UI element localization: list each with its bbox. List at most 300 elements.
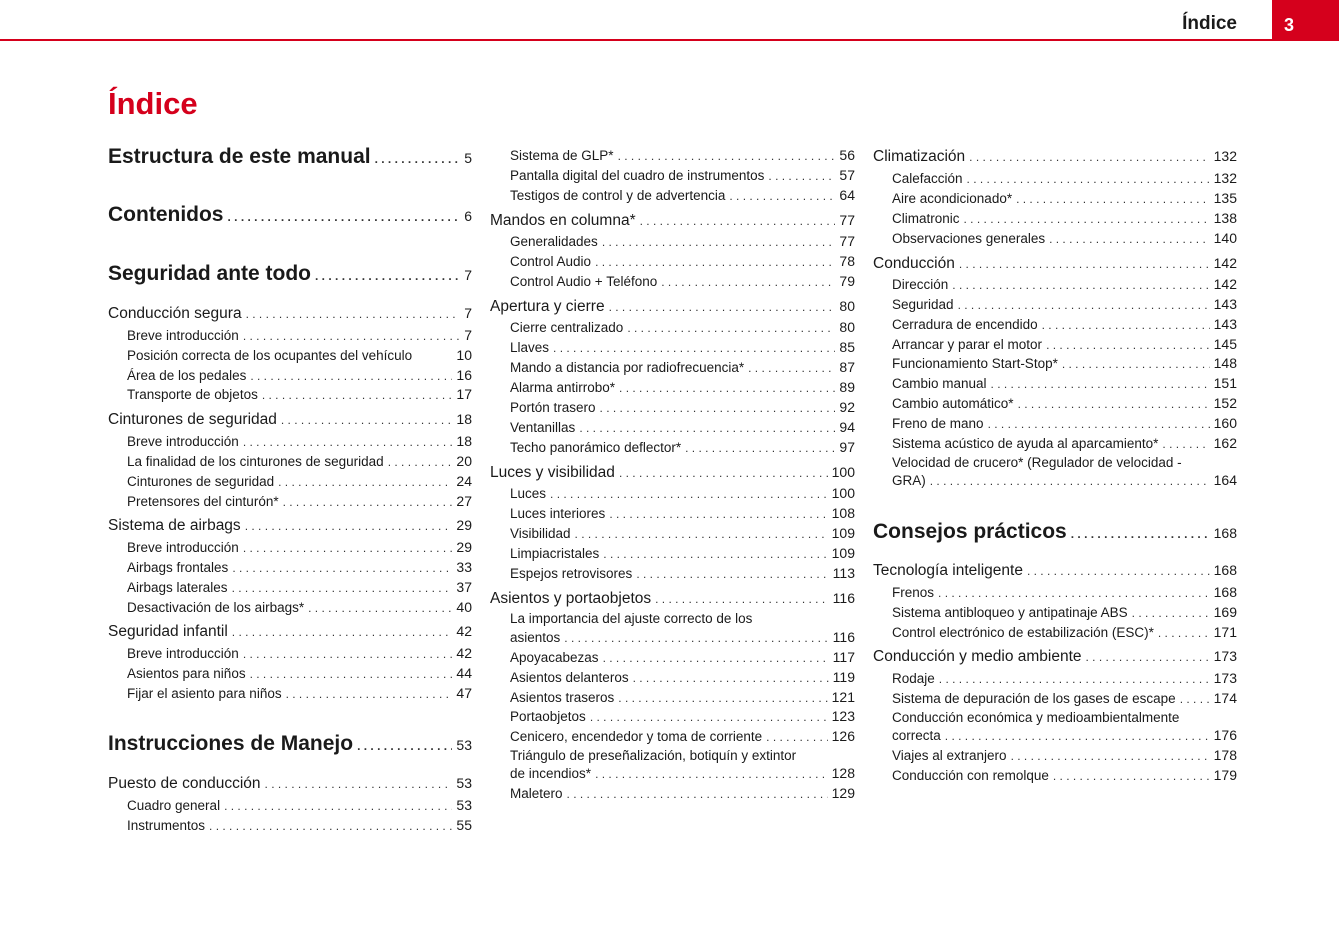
dot-leader (603, 547, 827, 561)
toc-section[interactable] (490, 590, 855, 608)
toc-section[interactable] (490, 212, 855, 230)
dot-leader (308, 601, 452, 615)
toc-chapter[interactable] (108, 145, 472, 169)
toc-entry-title: Puesto de conducción (108, 775, 261, 792)
dot-leader (228, 210, 461, 224)
toc-page-number: 179 (1213, 767, 1237, 783)
toc-entry-title: Luces interiores (510, 506, 606, 521)
toc-entry[interactable] (510, 319, 855, 335)
dot-leader (1042, 318, 1210, 332)
toc-entry[interactable] (510, 649, 855, 665)
toc-page-number: 47 (456, 685, 472, 701)
toc-entry-title: GRA) (892, 473, 926, 488)
toc-entry[interactable] (510, 565, 855, 581)
toc-page-number: 116 (832, 629, 855, 645)
toc-entry-title: Calefacción (892, 171, 963, 186)
toc-entry-title: Estructura de este manual (108, 145, 371, 168)
toc-entry-title: Luces y visibilidad (490, 464, 615, 481)
toc-page-number: 17 (456, 386, 472, 402)
toc-page-number: 176 (1213, 727, 1237, 743)
dot-leader (1027, 564, 1210, 578)
toc-entry-title: Aire acondicionado* (892, 191, 1013, 206)
toc-entry-title: Portón trasero (510, 400, 596, 415)
toc-entry[interactable] (892, 690, 1237, 706)
toc-page-number: 143 (1213, 316, 1237, 332)
dot-leader (595, 767, 828, 781)
dot-leader (286, 687, 453, 701)
toc-entry-title: Dirección (892, 277, 949, 292)
dot-leader (232, 581, 453, 595)
dot-leader (602, 235, 836, 249)
dot-leader (1180, 692, 1210, 706)
toc-entry[interactable] (892, 767, 1237, 783)
toc-entry-title: Testigos de control y de advertencia (510, 188, 726, 203)
dot-leader (766, 730, 827, 744)
toc-page-number: 121 (831, 689, 855, 705)
toc-entry-title: Airbags frontales (127, 560, 229, 575)
toc-entry[interactable] (127, 386, 472, 402)
toc-page-number: 135 (1213, 190, 1237, 206)
toc-entry[interactable] (127, 473, 472, 489)
toc-entry-line: Velocidad de crucero* (Regulador de velocidad - (892, 455, 1182, 470)
toc-entry[interactable] (510, 399, 855, 415)
dot-leader (655, 592, 829, 606)
toc-entry-title: Luces (510, 486, 547, 501)
toc-entry-title: Cambio manual (892, 376, 987, 391)
toc-entry-title: Espejos retrovisores (510, 566, 633, 581)
dot-leader (567, 787, 828, 801)
toc-page-number: 162 (1213, 435, 1237, 451)
toc-section[interactable] (108, 305, 472, 323)
toc-page-number: 80 (839, 298, 855, 314)
toc-entry-title: Climatronic (892, 211, 960, 226)
toc-entry[interactable] (892, 584, 1237, 600)
toc-chapter[interactable] (108, 732, 472, 756)
toc-page-number: 64 (839, 187, 855, 203)
toc-page-number: 77 (839, 233, 855, 249)
dot-leader (243, 435, 453, 449)
toc-entry[interactable] (510, 485, 855, 501)
toc-entry[interactable] (510, 233, 855, 249)
toc-entry-title: Observaciones generales (892, 231, 1046, 246)
toc-entry-title: Conducción segura (108, 305, 242, 322)
toc-entry-title: Breve introducción (127, 540, 239, 555)
dot-leader (250, 667, 453, 681)
dot-leader (967, 172, 1210, 186)
dot-leader (1162, 437, 1209, 451)
toc-entry-title: Seguridad infantil (108, 623, 228, 640)
toc-entry[interactable] (892, 472, 1237, 488)
toc-page-number: 5 (464, 150, 472, 166)
toc-entry-title: Contenidos (108, 203, 224, 226)
toc-entry-title: Alarma antirrobo* (510, 380, 616, 395)
toc-page-number: 178 (1213, 747, 1237, 763)
toc-entry[interactable] (127, 347, 472, 363)
dot-leader (636, 567, 828, 581)
dot-leader (262, 388, 453, 402)
toc-entry[interactable] (510, 273, 855, 289)
dot-leader (278, 475, 452, 489)
toc-entry[interactable] (510, 765, 855, 781)
toc-entry-title: Breve introducción (127, 434, 239, 449)
toc-entry-line: Conducción económica y medioambientalmente (892, 710, 1180, 725)
toc-entry[interactable] (510, 525, 855, 541)
toc-page-number: 164 (1213, 472, 1237, 488)
toc-page-number: 94 (839, 419, 855, 435)
toc-page-number: 20 (456, 453, 472, 469)
toc-page-number: 168 (1213, 525, 1237, 541)
toc-entry[interactable] (892, 727, 1237, 743)
toc-entry-title: Posición correcta de los ocupantes del vehículo (127, 348, 413, 363)
toc-entry-title: Freno de mano (892, 416, 984, 431)
toc-entry[interactable] (510, 545, 855, 561)
toc-section[interactable] (108, 623, 472, 641)
toc-entry-title: Conducción (873, 255, 955, 272)
page-number: 3 (1272, 0, 1339, 41)
toc-entry-title: Viajes al extranjero (892, 748, 1007, 763)
toc-entry-title: Cinturones de seguridad (108, 411, 277, 428)
dot-leader (283, 495, 453, 509)
toc-entry[interactable] (892, 296, 1237, 312)
dot-leader (553, 341, 835, 355)
toc-entry-title: Desactivación de los airbags* (127, 600, 305, 615)
toc-entry[interactable] (510, 439, 855, 455)
toc-page-number: 85 (839, 339, 855, 355)
toc-entry-title: Rodaje (892, 671, 935, 686)
toc-page-number: 138 (1213, 210, 1237, 226)
toc-page-number: 57 (839, 167, 855, 183)
toc-page-number: 37 (456, 579, 472, 595)
dot-leader (633, 671, 829, 685)
dot-leader (245, 519, 453, 533)
toc-entry-title: Visibilidad (510, 526, 571, 541)
toc-page-number: 29 (456, 539, 472, 555)
toc-entry-title: Sistema de GLP* (510, 148, 614, 163)
toc-entry-title: Asientos traseros (510, 690, 615, 705)
toc-entry[interactable] (510, 167, 855, 183)
toc-entry[interactable] (510, 253, 855, 269)
toc-entry[interactable] (127, 645, 472, 661)
toc-entry[interactable] (127, 453, 472, 469)
toc-entry[interactable] (510, 689, 855, 705)
toc-entry[interactable] (892, 375, 1237, 391)
dot-leader (938, 586, 1210, 600)
toc-page-number: 174 (1213, 690, 1237, 706)
toc-page-number: 113 (832, 565, 855, 581)
toc-section[interactable] (873, 148, 1237, 166)
dot-leader (1018, 397, 1210, 411)
dot-leader (243, 541, 453, 555)
toc-entry-title: Fijar el asiento para niños (127, 686, 282, 701)
toc-chapter[interactable] (108, 203, 472, 227)
toc-entry[interactable] (127, 685, 472, 701)
toc-page-number: 143 (1213, 296, 1237, 312)
dot-leader (1016, 192, 1210, 206)
toc-entry[interactable] (892, 435, 1237, 451)
toc-entry[interactable] (892, 624, 1237, 640)
toc-entry-title: Maletero (510, 786, 563, 801)
toc-page-number: 89 (839, 379, 855, 395)
toc-entry-title: Pretensores del cinturón* (127, 494, 279, 509)
toc-entry-title: La finalidad de los cinturones de seguridad (127, 454, 384, 469)
dot-leader (357, 739, 452, 753)
dot-leader (590, 710, 828, 724)
toc-entry-title: Arrancar y parar el motor (892, 337, 1043, 352)
toc-entry-title: Sistema acústico de ayuda al aparcamiento* (892, 436, 1159, 451)
toc-entry[interactable] (510, 785, 855, 801)
toc-page-number: 7 (464, 305, 472, 321)
dot-leader (281, 413, 453, 427)
toc-entry[interactable] (510, 505, 855, 521)
toc-entry[interactable] (892, 747, 1237, 763)
dot-leader (224, 799, 452, 813)
toc-entry-title: Cerradura de encendido (892, 317, 1038, 332)
toc-page-number: 100 (831, 485, 855, 501)
toc-entry[interactable] (510, 359, 855, 375)
dot-leader (232, 561, 452, 575)
dot-leader (1011, 749, 1210, 763)
dot-leader (958, 298, 1210, 312)
toc-entry[interactable] (892, 670, 1237, 686)
toc-page-number: 148 (1213, 355, 1237, 371)
toc-page-number: 97 (839, 439, 855, 455)
toc-page-number: 24 (456, 473, 472, 489)
toc-page-number: 80 (839, 319, 855, 335)
page-title: Índice (108, 86, 198, 121)
dot-leader (1071, 527, 1210, 541)
toc-page-number: 53 (456, 797, 472, 813)
toc-entry[interactable] (127, 433, 472, 449)
dot-leader (232, 625, 453, 639)
dot-leader (246, 307, 461, 321)
dot-leader (315, 269, 460, 283)
toc-section[interactable] (490, 464, 855, 482)
toc-entry-title: Asientos y portaobjetos (490, 590, 652, 607)
toc-entry-title: Cenicero, encendedor y toma de corriente (510, 729, 763, 744)
toc-page-number: 168 (1213, 562, 1237, 578)
toc-entry[interactable] (127, 367, 472, 383)
toc-entry-title: Control Audio + Teléfono (510, 274, 658, 289)
toc-entry-title: Airbags laterales (127, 580, 228, 595)
toc-entry[interactable] (892, 230, 1237, 246)
toc-entry[interactable] (127, 817, 472, 833)
toc-entry[interactable] (510, 379, 855, 395)
toc-entry[interactable] (127, 599, 472, 615)
toc-entry[interactable] (892, 395, 1237, 411)
toc-page-number: 132 (1213, 148, 1237, 164)
toc-entry-title: asientos (510, 630, 561, 645)
toc-page-number: 142 (1213, 276, 1237, 292)
dot-leader (609, 507, 827, 521)
toc-entry[interactable] (892, 415, 1237, 431)
dot-leader (600, 401, 836, 415)
toc-entry-title: Asientos delanteros (510, 670, 629, 685)
dot-leader (685, 441, 835, 455)
toc-entry[interactable] (510, 669, 855, 685)
dot-leader (661, 275, 835, 289)
toc-page-number: 79 (839, 273, 855, 289)
toc-entry-title: Pantalla digital del cuadro de instrumentos (510, 168, 765, 183)
dot-leader (964, 212, 1210, 226)
dot-leader (930, 474, 1210, 488)
toc-entry-title: Instrucciones de Manejo (108, 732, 354, 755)
toc-page-number: 145 (1213, 336, 1237, 352)
toc-section[interactable] (873, 562, 1237, 580)
toc-page-number: 173 (1213, 670, 1237, 686)
toc-entry-title: Generalidades (510, 234, 598, 249)
dot-leader (618, 149, 836, 163)
toc-entry[interactable] (127, 539, 472, 555)
toc-entry-title: Seguridad (892, 297, 954, 312)
toc-section[interactable] (490, 298, 855, 316)
toc-page-number: 77 (839, 212, 855, 228)
toc-page-number: 53 (456, 775, 472, 791)
toc-page-number: 129 (831, 785, 855, 801)
dot-leader (991, 377, 1210, 391)
toc-page-number: 16 (456, 367, 472, 383)
dot-leader (945, 729, 1210, 743)
toc-entry[interactable] (892, 336, 1237, 352)
toc-page-number: 27 (456, 493, 472, 509)
dot-leader (748, 361, 835, 375)
toc-page-number: 171 (1213, 624, 1237, 640)
dot-leader (988, 417, 1210, 431)
dot-leader (729, 189, 835, 203)
toc-entry[interactable] (892, 276, 1237, 292)
dot-leader (595, 255, 835, 269)
toc-entry[interactable] (892, 604, 1237, 620)
toc-entry[interactable] (510, 728, 855, 744)
dot-leader (619, 381, 835, 395)
toc-entry-title: Portaobjetos (510, 709, 586, 724)
toc-entry-title: Instrumentos (127, 818, 206, 833)
dot-leader (939, 672, 1210, 686)
toc-section[interactable] (108, 411, 472, 429)
toc-entry[interactable] (127, 797, 472, 813)
dot-leader (768, 169, 835, 183)
dot-leader (564, 631, 828, 645)
toc-page-number: 126 (831, 728, 855, 744)
dot-leader (575, 527, 828, 541)
toc-entry[interactable] (892, 316, 1237, 332)
toc-section[interactable] (108, 517, 472, 535)
dot-leader (1062, 357, 1210, 371)
toc-section[interactable] (873, 648, 1237, 666)
dot-leader (959, 257, 1210, 271)
toc-page-number: 142 (1213, 255, 1237, 271)
toc-entry[interactable] (510, 708, 855, 724)
dot-leader (375, 152, 461, 166)
toc-page-number: 152 (1213, 395, 1237, 411)
toc-entry[interactable] (127, 493, 472, 509)
running-header-title: Índice (1182, 13, 1237, 34)
dot-leader (603, 651, 829, 665)
dot-leader (1132, 606, 1210, 620)
dot-leader (1046, 338, 1210, 352)
toc-entry[interactable] (892, 190, 1237, 206)
toc-entry-title: Asientos para niños (127, 666, 246, 681)
toc-entry-title: Apertura y cierre (490, 298, 605, 315)
dot-leader (1053, 769, 1210, 783)
toc-entry-title: Control electrónico de estabilización (ESC)* (892, 625, 1154, 640)
toc-page-number: 92 (839, 399, 855, 415)
toc-page-number: 140 (1213, 230, 1237, 246)
toc-entry-title: Breve introducción (127, 328, 239, 343)
toc-entry-title: Seguridad ante todo (108, 262, 312, 285)
toc-entry-title: Cinturones de seguridad (127, 474, 275, 489)
toc-entry[interactable] (892, 210, 1237, 226)
dot-leader (618, 691, 827, 705)
dot-leader (627, 321, 835, 335)
toc-entry[interactable] (510, 339, 855, 355)
toc-entry[interactable] (510, 187, 855, 203)
toc-entry[interactable] (127, 559, 472, 575)
toc-page-number: 123 (831, 708, 855, 724)
toc-entry-title: Breve introducción (127, 646, 239, 661)
toc-page-number: 40 (456, 599, 472, 615)
toc-entry-title: Control Audio (510, 254, 592, 269)
toc-entry-line: Triángulo de preseñalización, botiquín y extintor (510, 748, 797, 763)
toc-chapter[interactable] (873, 520, 1237, 544)
toc-entry-title: de incendios* (510, 766, 592, 781)
toc-page-number: 132 (1213, 170, 1237, 186)
toc-entry-title: Sistema de depuración de los gases de escape (892, 691, 1176, 706)
toc-entry[interactable] (127, 579, 472, 595)
toc-page-number: 109 (831, 545, 855, 561)
toc-page-number: 173 (1213, 648, 1237, 664)
dot-leader (1158, 626, 1210, 640)
toc-page-number: 109 (831, 525, 855, 541)
toc-page-number: 18 (456, 411, 472, 427)
toc-page-number: 7 (464, 267, 472, 283)
dot-leader (250, 369, 452, 383)
toc-page-number: 168 (1213, 584, 1237, 600)
dot-leader (969, 150, 1209, 164)
toc-page-number: 100 (831, 464, 855, 480)
toc-entry[interactable] (127, 665, 472, 681)
toc-entry-title: Funcionamiento Start-Stop* (892, 356, 1058, 371)
toc-entry[interactable] (510, 419, 855, 435)
toc-entry[interactable] (127, 327, 472, 343)
toc-section[interactable] (873, 255, 1237, 273)
toc-page-number: 29 (456, 517, 472, 533)
toc-page-number: 7 (464, 327, 472, 343)
dot-leader (550, 487, 828, 501)
toc-entry-title: Mando a distancia por radiofrecuencia* (510, 360, 745, 375)
dot-leader (619, 466, 828, 480)
toc-page-number: 78 (839, 253, 855, 269)
dot-leader (243, 329, 460, 343)
toc-entry[interactable] (510, 629, 855, 645)
toc-entry-title: Climatización (873, 148, 966, 165)
dot-leader (209, 819, 452, 833)
header-rule (0, 39, 1272, 41)
toc-section[interactable] (108, 775, 472, 793)
toc-entry[interactable] (510, 147, 855, 163)
dot-leader (265, 777, 453, 791)
toc-page-number: 160 (1213, 415, 1237, 431)
toc-page-number: 18 (456, 433, 472, 449)
toc-chapter[interactable] (108, 262, 472, 286)
toc-entry-title: Consejos prácticos (873, 520, 1067, 543)
toc-entry-title: Cierre centralizado (510, 320, 624, 335)
toc-page-number: 6 (464, 208, 472, 224)
dot-leader (609, 300, 836, 314)
toc-entry[interactable] (892, 355, 1237, 371)
toc-page-number: 119 (832, 669, 855, 685)
toc-entry[interactable] (892, 170, 1237, 186)
dot-leader (388, 455, 453, 469)
